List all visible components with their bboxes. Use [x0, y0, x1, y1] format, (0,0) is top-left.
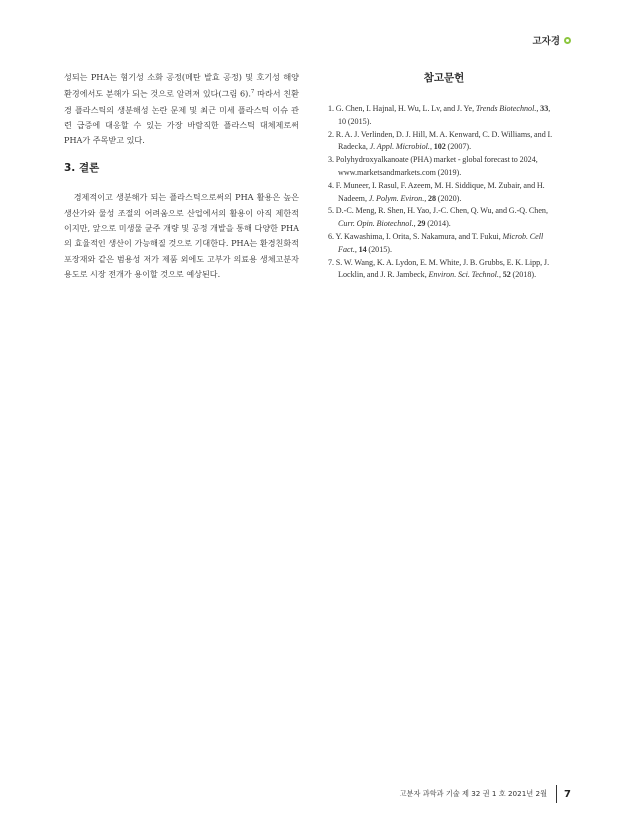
reference-item: 7. S. W. Wang, K. A. Lydon, E. M. White, J. B. Grubbs, E. K. Lipp, J. Locklin, and J. R. Jambeck, Environ. Sci. Technol., 52 (2018). [328, 257, 550, 280]
reference-list [328, 103, 560, 282]
circle-bullet-icon [564, 37, 571, 44]
section-header [532, 33, 571, 47]
references-column [328, 70, 560, 282]
journal-name: Curr. Opin. Biotechnol. [338, 219, 414, 229]
journal-name: J. Polym. Eviron. [368, 193, 425, 203]
paragraph-text: 성되는 PHA는 혐기성 소화 공정(메탄 발효 공정) 및 호기성 해양 환경에서도 분해가 되는 것으로 알려져 있다(그림 6). [64, 72, 299, 100]
publication-info: 고분자 과학과 기술 제 32 권 1 호 2021년 2월 [399, 789, 548, 798]
journal-name: Microb. Cell Fact. [338, 231, 544, 254]
footer-divider [556, 785, 557, 803]
left-column [64, 70, 299, 283]
reference-item: 2. R. A. J. Verlinden, D. J. Hill, M. A. Kenward, C. D. Williams, and I. Radecka, J. Appl. Microbiol., 102 (2007). [328, 129, 553, 152]
volume-number: 102 [433, 142, 446, 152]
reference-item: 4. F. Muneer, I. Rasul, F. Azeem, M. H. Siddique, M. Zubair, and H. Nadeem, J. Polym. Eviron., 28 (2020). [328, 180, 545, 203]
reference-item: 5. D.-C. Meng, R. Shen, H. Yao, J.-C. Chen, Q. Wu, and G.-Q. Chen, Curr. Opin. Biotechnol., 29 (2014). [328, 206, 548, 229]
volume-number: 33 [540, 104, 549, 113]
reference-item: 6. Y. Kawashima, I. Orita, S. Nakamura, and T. Fukui, Microb. Cell Fact., 14 (2015). [328, 231, 544, 254]
volume-number: 29 [417, 219, 426, 229]
volume-number: 28 [427, 193, 437, 203]
volume-number: 14 [358, 244, 367, 254]
page-footer [400, 785, 571, 803]
volume-number: 52 [502, 270, 511, 280]
citation-superscript: 7 [250, 89, 255, 96]
header-author-label: 고자경 [532, 36, 560, 47]
journal-name: Trends Biotechnol. [475, 104, 537, 113]
journal-name: J. Appl. Microbiol. [369, 142, 430, 152]
journal-name: Environ. Sci. Technol. [428, 270, 499, 280]
reference-item: 3. Polyhydroxyalkanoate (PHA) market - global forecast to 2024, www.marketsandmarkets.com (2019). [328, 155, 538, 177]
body-paragraph-1 [64, 70, 299, 149]
paragraph-text: 따라서 친환경 플라스틱의 생분해성 논란 문제 및 최근 미세 플라스틱 이슈 관련 급증에 대응할 수 있는 가장 바람직한 플라스틱 대체제로써 PHA가 주목받고 있다. [64, 89, 299, 146]
page-number: 7 [564, 788, 571, 800]
body-paragraph-2: 경제적이고 생분해가 되는 플라스틱으로써의 PHA 활용은 높은 생산가와 물성 조절의 어려움으로 산업에서의 활용이 아직 제한적이지만, 앞으로 미생물 균주 개량 및 공정 개발을 통해 다양한 PHA의 효율적인 생산이 가능해질 것으로 기대한다. PHA는 환경친화적 포장재와 같은 범용성 저가 제품 외에도 고부가 의료용 생체고분자 용도로 시장 전개가 용이할 것으로 예상된다. [64, 192, 299, 280]
references-title: 참고문헌 [423, 72, 465, 84]
reference-item: 1. G. Chen, I. Hajnal, H. Wu, L. Lv, and J. Ye, Trends Biotechnol., 33, 10 (2015). [328, 104, 551, 126]
section-title-conclusion: 3. 결론 [64, 161, 100, 174]
